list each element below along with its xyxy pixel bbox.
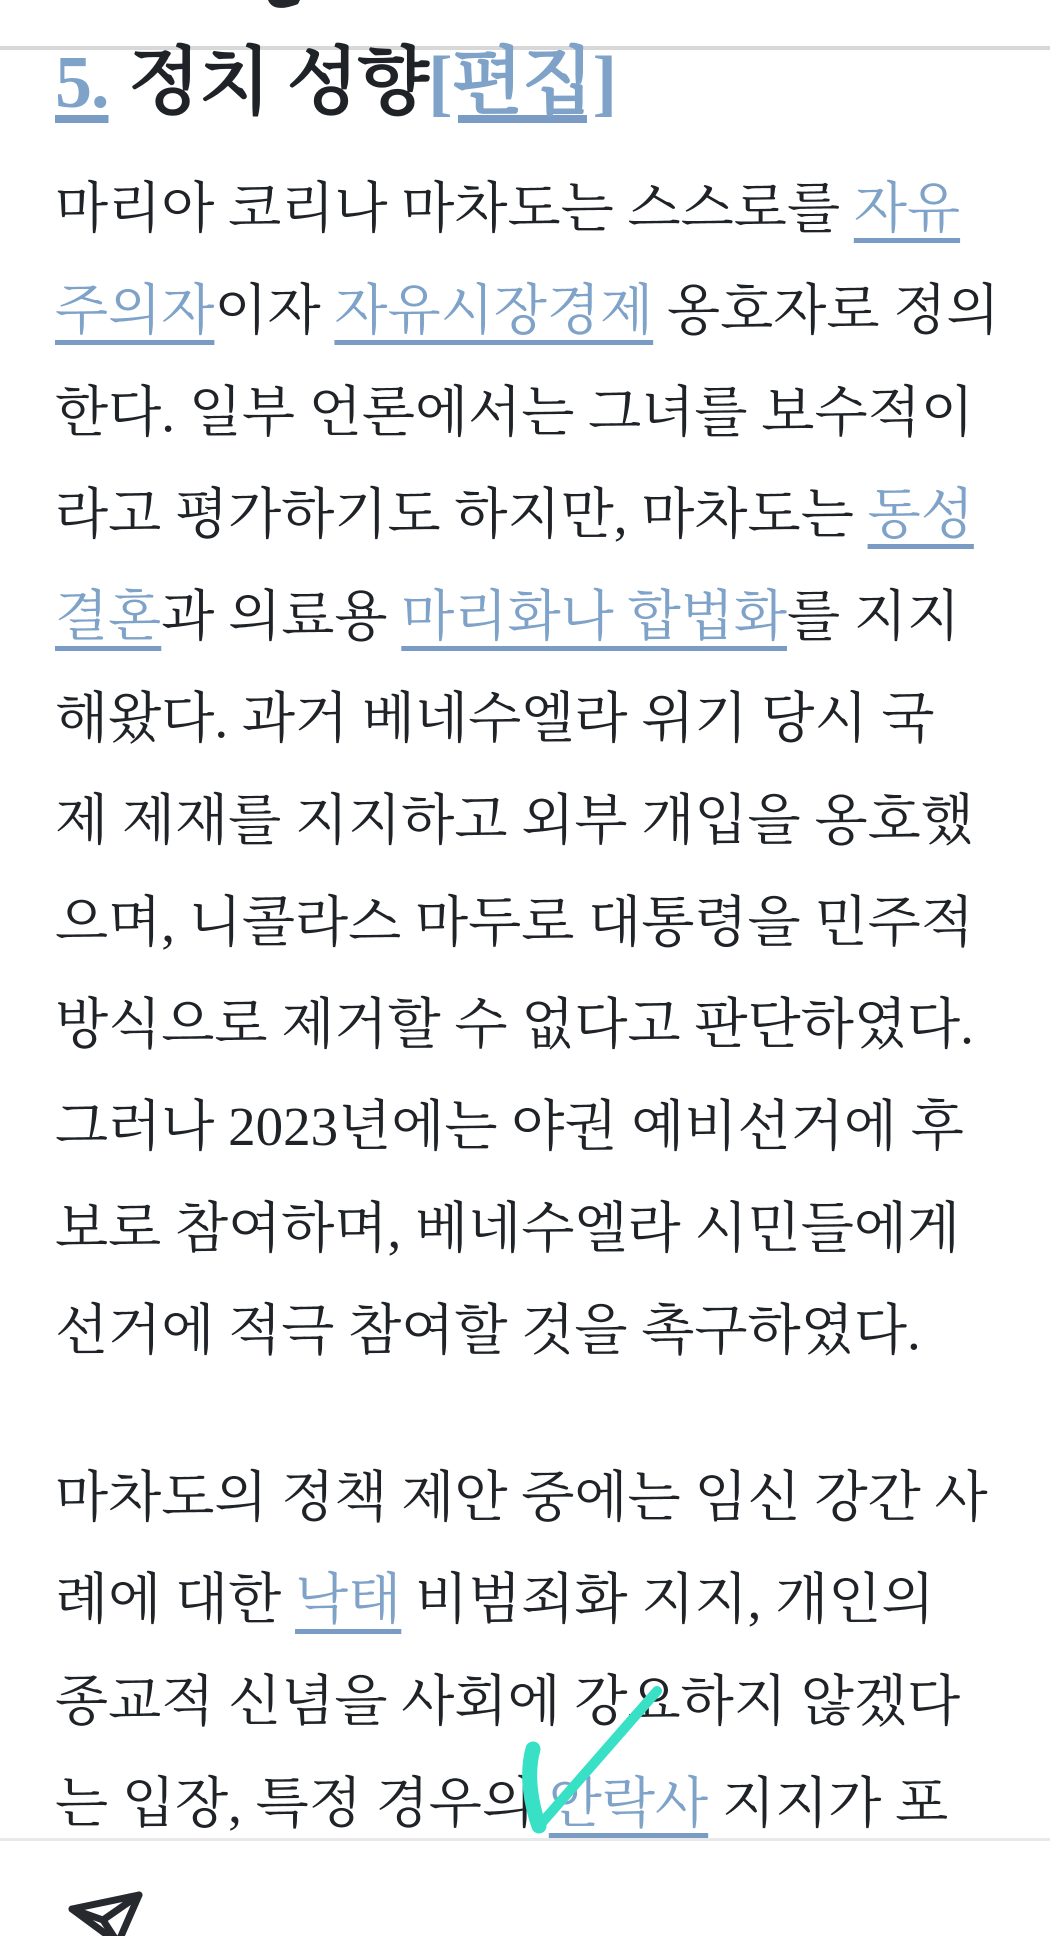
inline-link[interactable]: 안락사 bbox=[548, 1773, 709, 1834]
text-segment: 제 제재를 지지하고 외부 개입을 옹호했 bbox=[55, 790, 974, 851]
text-segment: 이자 bbox=[214, 280, 335, 341]
text-line bbox=[55, 1076, 995, 1178]
text-line bbox=[55, 1178, 995, 1280]
text-segment: 한다. 일부 언론에서는 그녀를 보수적이 bbox=[55, 382, 974, 443]
text-segment: 방식으로 제거할 수 없다고 판단하였다. bbox=[55, 994, 974, 1055]
text-line bbox=[55, 974, 995, 1076]
inline-link[interactable]: 결혼 bbox=[55, 586, 162, 647]
text-line bbox=[55, 362, 995, 464]
inline-link[interactable]: 자유시장경제 bbox=[334, 280, 654, 341]
text-line bbox=[55, 464, 995, 566]
section-number-link[interactable]: 5. bbox=[55, 42, 109, 124]
text-segment: 를 지지 bbox=[786, 586, 961, 647]
paragraph bbox=[55, 158, 1000, 1382]
inline-link[interactable]: 마리화나 합법화 bbox=[401, 586, 787, 647]
text-segment: 라고 평가하기도 하지만, 마차도는 bbox=[55, 484, 868, 545]
edit-link[interactable]: [편집] bbox=[427, 42, 617, 124]
text-line bbox=[55, 1447, 995, 1549]
inline-link[interactable]: 동성 bbox=[867, 484, 974, 545]
cropped-glyph-artifact bbox=[258, 0, 306, 14]
text-segment: 비범죄화 지지, 개인의 bbox=[401, 1569, 935, 1630]
text-segment: 으며, 니콜라스 마두로 대통령을 민주적 bbox=[55, 892, 974, 953]
text-segment: 과 의료용 bbox=[161, 586, 402, 647]
text-segment: 종교적 신념을 사회에 강요하지 않겠다 bbox=[55, 1671, 961, 1732]
inline-link[interactable]: 자유 bbox=[853, 178, 961, 239]
checkmark-icon bbox=[500, 1670, 680, 1840]
text-segment: 마리아 코리나 마차도는 스스로를 bbox=[55, 178, 854, 239]
text-line bbox=[55, 1280, 995, 1382]
inline-link[interactable]: 낙태 bbox=[295, 1569, 402, 1630]
text-segment: 그러나 2023년에는 야권 예비선거에 후 bbox=[55, 1096, 964, 1157]
text-segment: 례에 대한 bbox=[55, 1569, 296, 1630]
text-segment: 지지가 포 bbox=[708, 1773, 949, 1834]
text-line bbox=[55, 566, 995, 668]
text-segment: 보로 참여하며, 베네수엘라 시민들에게 bbox=[55, 1198, 961, 1259]
section-title: 정치 성향 bbox=[128, 42, 428, 124]
send-icon[interactable] bbox=[55, 1883, 165, 1936]
text-line bbox=[55, 158, 995, 260]
text-line bbox=[55, 770, 995, 872]
text-line bbox=[55, 1549, 995, 1651]
inline-link[interactable]: 주의자 bbox=[55, 280, 215, 341]
text-line bbox=[55, 872, 995, 974]
text-segment: 는 입장, 특정 경우의 bbox=[55, 1773, 549, 1834]
section-heading bbox=[55, 28, 616, 138]
text-segment: 옹호자로 정의 bbox=[653, 280, 1000, 341]
text-segment: 선거에 적극 참여할 것을 촉구하였다. bbox=[55, 1300, 921, 1361]
text-segment: 해왔다. 과거 베네수엘라 위기 당시 국 bbox=[55, 688, 935, 749]
text-line bbox=[55, 668, 995, 770]
text-line bbox=[55, 260, 1000, 362]
footer-divider bbox=[0, 1838, 1050, 1841]
text-segment: 마차도의 정책 제안 중에는 임신 강간 사 bbox=[55, 1467, 988, 1528]
